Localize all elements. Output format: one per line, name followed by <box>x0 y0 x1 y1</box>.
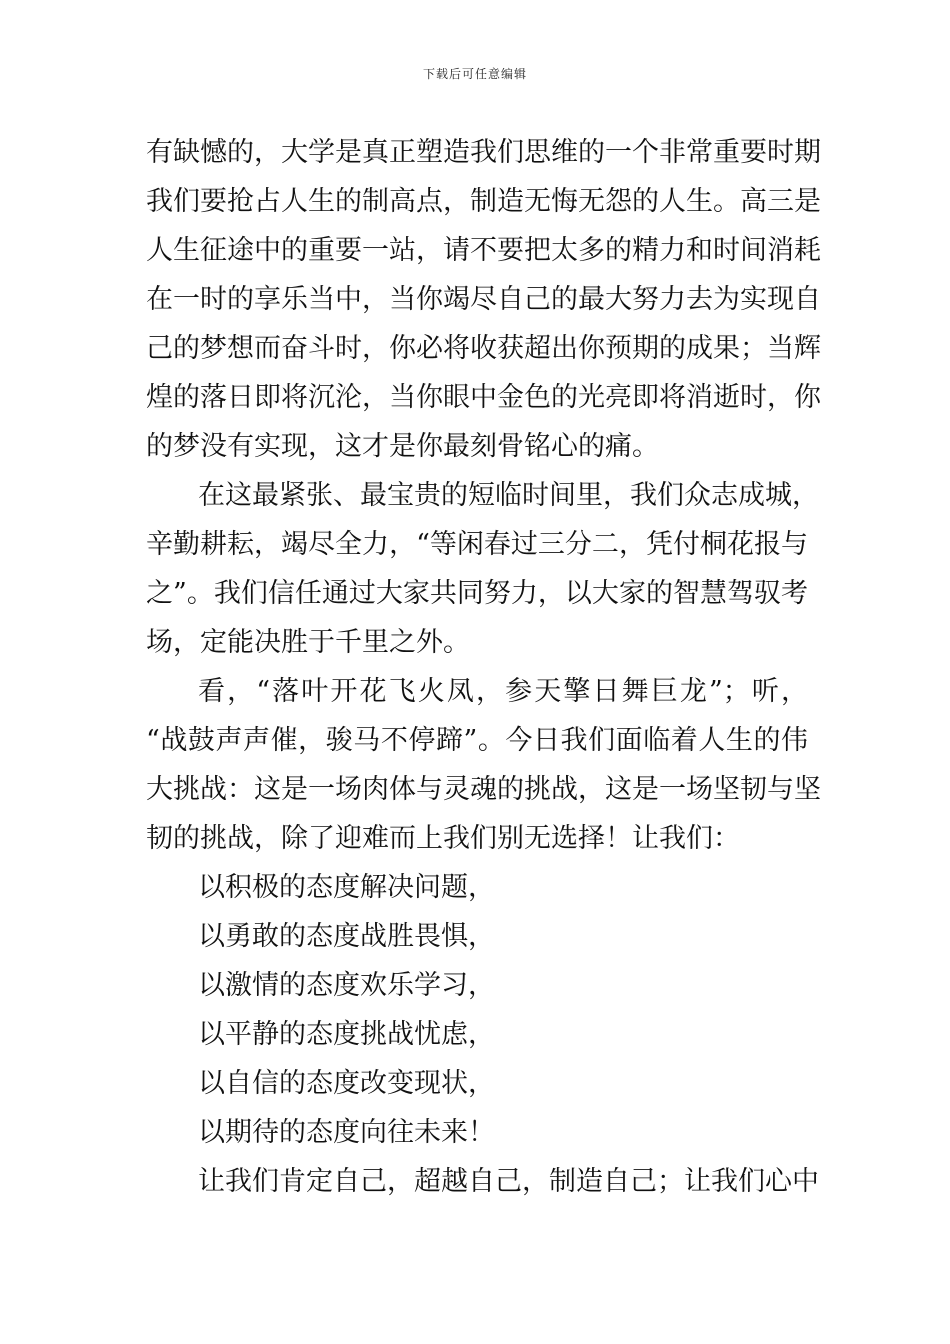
text-line: 煌的落日即将沉沦，当你眼中金色的光亮即将消逝时，你 <box>146 382 821 413</box>
text-line: 己的梦想而奋斗时，你必将收获超出你预期的成果；当辉 <box>146 333 821 364</box>
text-line: 之”。我们信任通过大家共同努力，以大家的智慧驾驭考 <box>146 578 808 609</box>
text-line: 人生征途中的重要一站，请不要把太多的精力和时间消耗 <box>146 235 821 266</box>
list-item: 以激情的态度欢乐学习， <box>198 970 495 1001</box>
text-line: 我们要抢占人生的制高点，制造无悔无怨的人生。高三是 <box>146 186 821 217</box>
list-item: 以积极的态度解决问题， <box>198 872 495 903</box>
text-line: 辛勤耕耘，竭尽全力，“等闲春过三分二，凭付桐花报与 <box>146 529 808 560</box>
text-line: 场，定能决胜于千里之外。 <box>146 627 470 658</box>
text-line: 让我们肯定自己，超越自己，制造自己；让我们心中 <box>198 1166 819 1197</box>
text-line: 大挑战：这是一场肉体与灵魂的挑战，这是一场坚韧与坚 <box>146 774 821 805</box>
list-item: 以期待的态度向往未来！ <box>198 1117 495 1148</box>
text-line: 看，“落叶开花飞火凤，参天擎日舞巨龙”；听， <box>198 676 808 707</box>
text-line: 的梦没有实现，这才是你最刻骨铭心的痛。 <box>146 431 659 462</box>
page-header: 下载后可任意编辑 <box>422 67 527 81</box>
body-text <box>146 128 821 1206</box>
list-item: 以自信的态度改变现状， <box>198 1068 495 1099</box>
list-item: 以平静的态度挑战忧虑， <box>198 1019 495 1050</box>
text-line: 韧的挑战，除了迎难而上我们别无选择！让我们： <box>146 823 740 854</box>
list-item: 以勇敢的态度战胜畏惧， <box>198 921 495 952</box>
text-line: 在一时的享乐当中，当你竭尽自己的最大努力去为实现自 <box>146 284 821 315</box>
text-line: 有缺憾的，大学是真正塑造我们思维的一个非常重要时期 <box>146 137 821 168</box>
text-line: 在这最紧张、最宝贵的短临时间里，我们众志成城， <box>198 480 819 511</box>
text-line: “战鼓声声催，骏马不停蹄”。今日我们面临着人生的伟 <box>146 725 808 756</box>
